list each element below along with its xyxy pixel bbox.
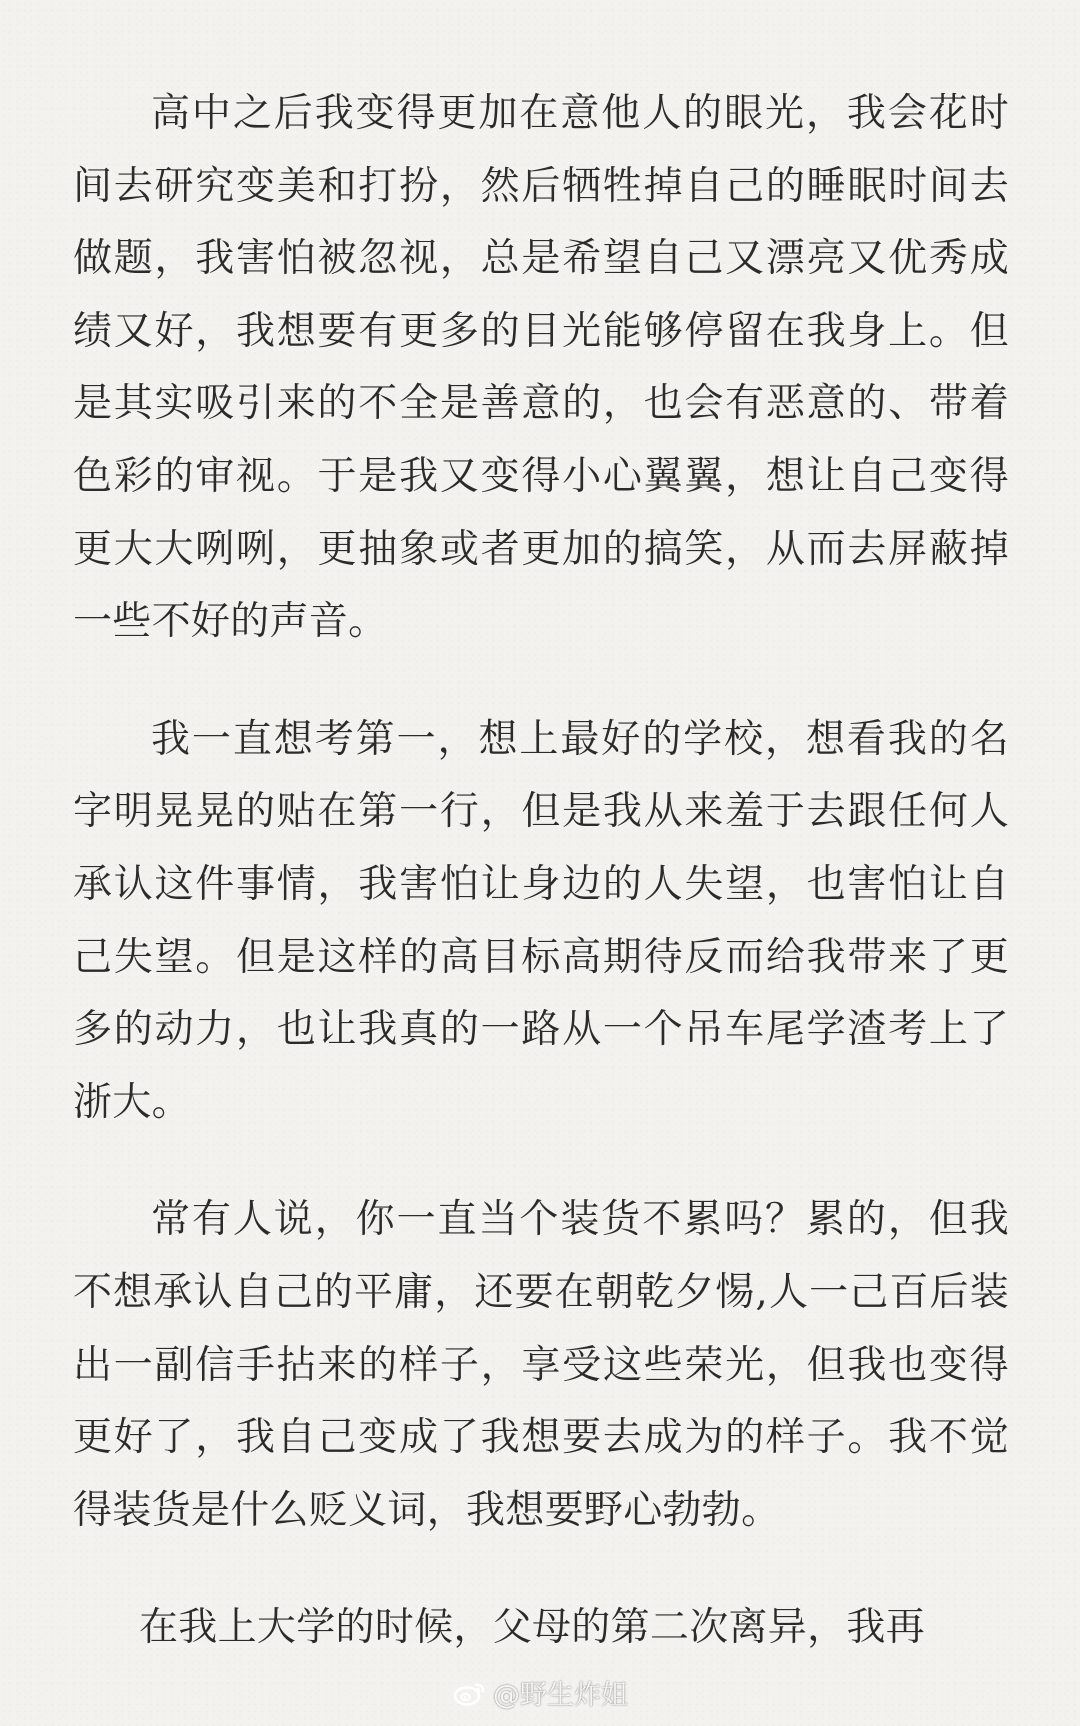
weibo-icon	[453, 1679, 487, 1707]
paragraph-4: 在我上大学的时候，父母的第二次离异，我再	[139, 1605, 926, 1651]
paragraph-3: 常有人说，你一直当个装货不累吗？累的，但我不想承认自己的平庸，还要在朝乾夕惕,人一己百后装出一副信手拈来的样子，享受这些荣光，但我也变得更好了，我自己变成了我想要去成为的样子。我不觉得装货是什么贬义词，我想要野心勃勃。	[73, 1197, 1009, 1533]
essay-body	[73, 78, 1009, 1665]
paragraph-1: 高中之后我变得更加在意他人的眼光，我会花时间去研究变美和打扮，然后牺牲掉自己的睡眠时间去做题，我害怕被忽视，总是希望自己又漂亮又优秀成绩又好，我想要有更多的目光能够停留在我身上。但是其实吸引来的不全是善意的，也会有恶意的、带着色彩的审视。于是我又变得小心翼翼，想让自己变得更大大咧咧，更抽象或者更加的搞笑，从而去屏蔽掉一些不好的声音。	[73, 91, 1009, 645]
weibo-watermark	[453, 1673, 628, 1712]
paragraph-2: 我一直想考第一，想上最好的学校，想看我的名字明晃晃的贴在第一行，但是我从来羞于去跟任何人承认这件事情，我害怕让身边的人失望，也害怕让自己失望。但是这样的高目标高期待反而给我带来了更多的动力，也让我真的一路从一个吊车尾学渣考上了浙大。	[73, 716, 1009, 1125]
watermark-text: @野生炸姐	[493, 1680, 628, 1711]
